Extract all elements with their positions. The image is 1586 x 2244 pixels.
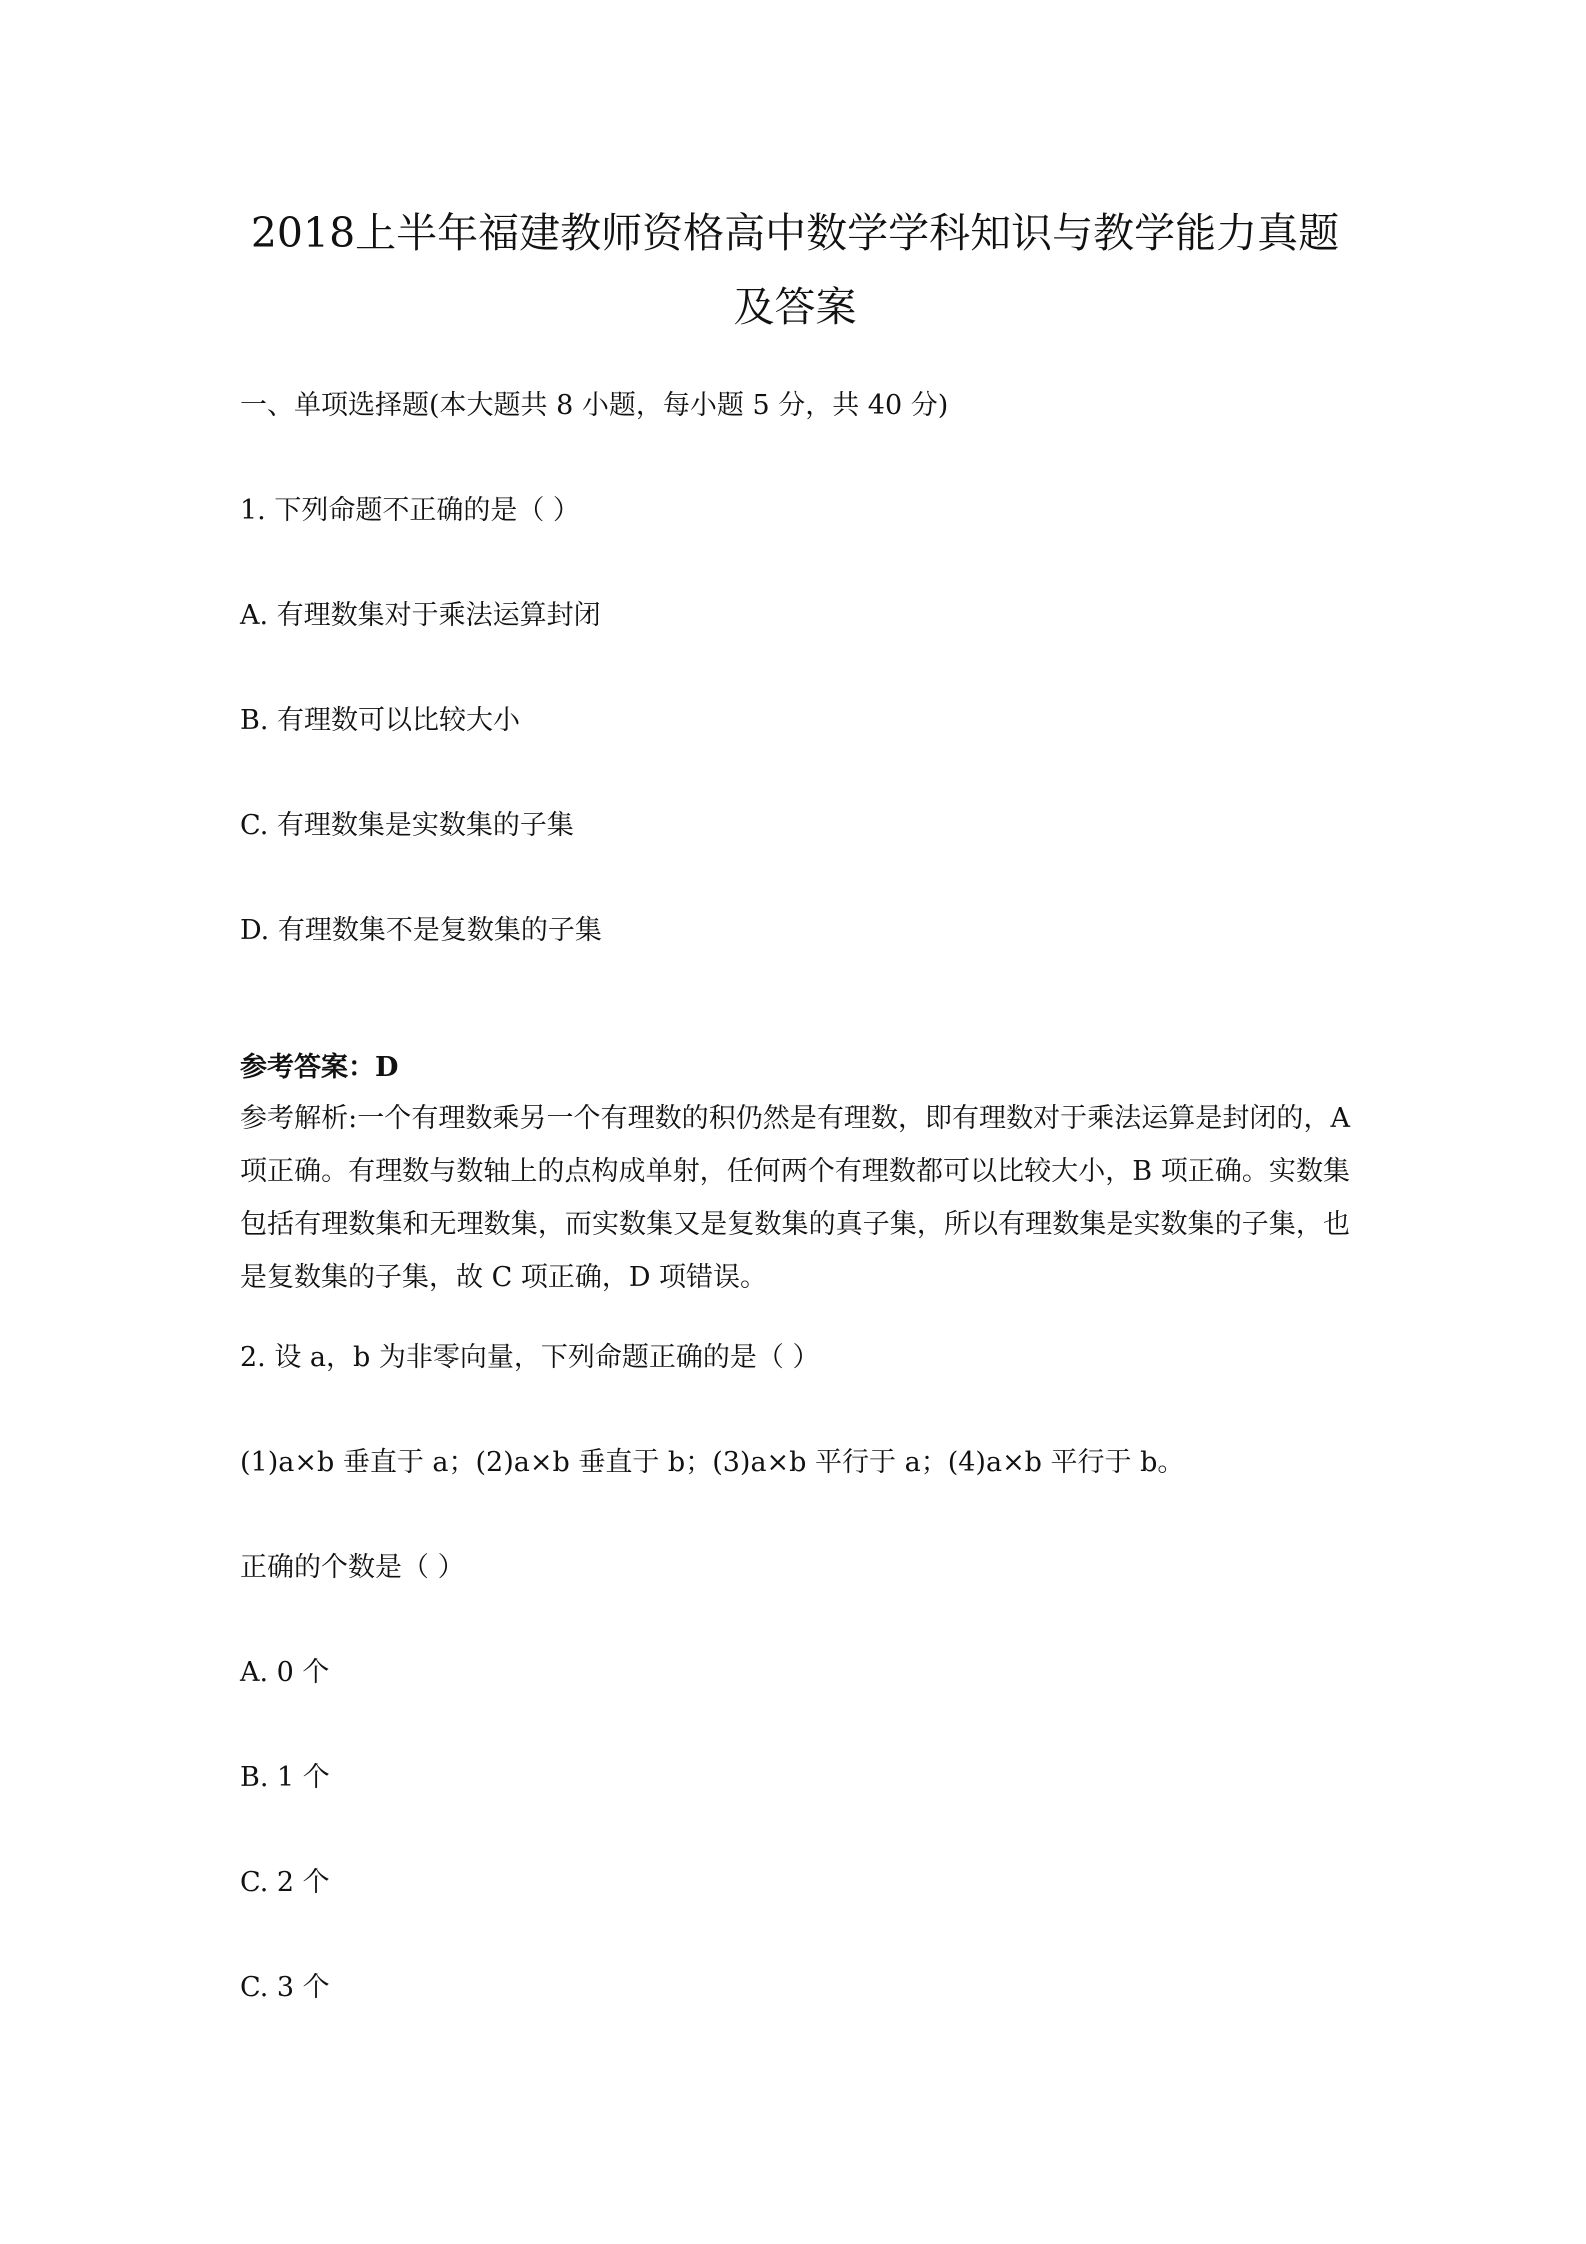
question-2-statements: (1)a×b 垂直于 a；(2)a×b 垂直于 b；(3)a×b 平行于 a；(4)a×b 平行于 b。	[240, 1447, 1185, 1478]
question-1-option-d: D. 有理数集不是复数集的子集	[240, 915, 602, 946]
question-2-prompt: 正确的个数是（ ）	[240, 1552, 465, 1583]
question-2-stem: 2. 设 a，b 为非零向量，下列命题正确的是（ ）	[240, 1342, 820, 1373]
question-1-option-a: A. 有理数集对于乘法运算封闭	[240, 600, 601, 631]
question-1-analysis: 参考解析:一个有理数乘另一个有理数的积仍然是有理数，即有理数对于乘法运算是封闭的，A 项正确。有理数与数轴上的点构成单射，任何两个有理数都可以比较大小，B 项正确。实数集包括有理数集和无理数集，而实数集又是复数集的真子集，所以有理数集是实数集的子集，也是复数集的子集，故 C 项正确，D 项错误。	[240, 1103, 1350, 1293]
section-heading: 一、单项选择题(本大题共 8 小题，每小题 5 分，共 40 分)	[240, 390, 949, 421]
question-2-option-a: A. 0 个	[240, 1657, 330, 1688]
document-title: 2018上半年福建教师资格高中数学学科知识与教学能力真题及答案	[250, 209, 1340, 331]
question-1-option-b: B. 有理数可以比较大小	[240, 705, 521, 736]
question-1-option-c: C. 有理数集是实数集的子集	[240, 810, 574, 841]
question-2-option-c: C. 2 个	[240, 1867, 330, 1898]
question-1-answer: 参考答案：D	[240, 1052, 399, 1083]
question-2-option-d: C. 3 个	[240, 1972, 330, 2003]
question-1-stem: 1. 下列命题不正确的是（ ）	[240, 495, 580, 526]
question-2-option-b: B. 1 个	[240, 1762, 330, 1793]
